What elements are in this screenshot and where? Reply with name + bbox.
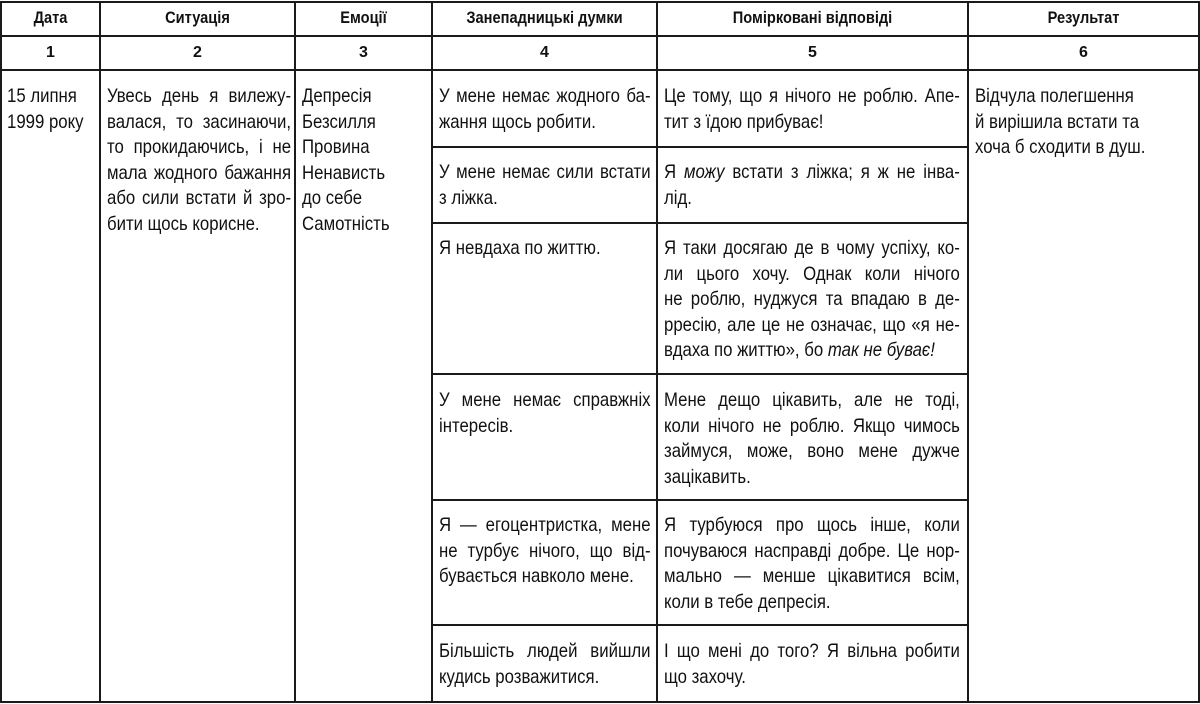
response-cell: [664, 84, 960, 135]
text-line: І що мені до того? Я вільна робити: [664, 640, 960, 662]
text-line: У мене немає справжніх: [439, 389, 651, 411]
text-line: жання щось робити.: [439, 110, 596, 133]
row-divider: [432, 373, 968, 375]
date-cell: 15 липня 1999 року: [7, 85, 84, 133]
column-number-4: 4: [540, 44, 549, 61]
text-line: коли в тебе депресія.: [664, 590, 831, 613]
header-date: Дата: [33, 8, 68, 27]
thought-cell: [439, 639, 651, 690]
column-number-2: 2: [193, 44, 202, 61]
text-line: тит з їдою прибуває!: [664, 110, 824, 133]
response-cell: [664, 639, 960, 690]
text-line: вдаха по життю», бо так не буває!: [664, 339, 935, 362]
text-line: що захочу.: [664, 665, 746, 688]
column-border: [294, 1, 296, 703]
thought-cell: [439, 513, 651, 590]
column-number-3: 3: [359, 44, 368, 61]
text-line: зацікавить.: [664, 465, 751, 488]
situation-cell: [107, 84, 291, 238]
text-line: інтересів.: [439, 414, 514, 437]
text-line: Мене дещо цікавить, але не тоді,: [664, 389, 960, 411]
text-line: то прокидаючись, і не: [107, 136, 292, 159]
thought-cell: [439, 160, 651, 211]
row-divider: [432, 222, 968, 224]
column-border: [431, 1, 433, 703]
text-line: Я невдаха по життю.: [439, 237, 601, 259]
column-number-6: 6: [1079, 44, 1088, 61]
column-number-1: 1: [46, 44, 55, 61]
column-border: [967, 1, 969, 703]
text-line: кудись розважитися.: [439, 665, 600, 688]
response-cell: [664, 388, 960, 490]
header-result: Результат: [1047, 8, 1120, 27]
text-line: Це тому, що я нічого не роблю. Апе-: [664, 85, 960, 107]
text-line: лід.: [664, 186, 692, 209]
text-line: мально — менше цікавитися всім,: [664, 565, 960, 588]
result-cell: Відчула полегшення й вирішила встати та хоча б сходити в душ.: [975, 85, 1146, 159]
row-divider: [432, 624, 968, 626]
text-line: pресію, але це не означає, що «я не-: [664, 313, 960, 336]
text-line: У мене немає жодного ба-: [439, 85, 651, 107]
column-border: [0, 1, 2, 703]
response-cell: [664, 160, 960, 211]
text-line: або сили встати й зро-: [107, 187, 292, 210]
row-divider: [432, 146, 968, 148]
text-line: Я можу встати з ліжка; я ж не інва-: [664, 161, 960, 183]
text-line: ли цього хочу. Однак коли нічого: [664, 262, 960, 285]
response-cell: [664, 236, 960, 364]
thought-cell: [439, 388, 651, 439]
text-line: бувається навколо мене.: [439, 565, 634, 588]
thought-cell: [439, 236, 651, 262]
text-line: мала жодного бажання: [107, 161, 292, 184]
text-line: коли нічого не роблю. Якщо чимось: [664, 414, 960, 437]
text-line: з ліжка.: [439, 186, 498, 209]
text-line: Я таки досягаю де в чому успіху, ко-: [664, 237, 960, 259]
text-line: Я — егоцентристка, мене: [439, 514, 651, 536]
header-negative-thoughts: Занепадницькі думки: [466, 8, 623, 27]
text-line: валася, то засинаючи,: [107, 110, 292, 133]
text-line: не турбує нічого, що від-: [439, 539, 651, 562]
text-line: Я турбуюся про щось інше, коли: [664, 514, 960, 536]
header-rational-responses: Помірковані відповіді: [732, 8, 893, 27]
column-border: [99, 1, 101, 703]
column-border: [656, 1, 658, 703]
text-line: Увесь день я вилежу-: [107, 85, 292, 107]
table-bottom-border: [0, 701, 1200, 703]
text-line: не роблю, нуджуся та впадаю в де-: [664, 288, 960, 311]
text-line: займуся, може, воно мене дужче: [664, 440, 960, 463]
column-number-5: 5: [808, 44, 817, 61]
emotions-cell: Депресія Безсилля Провина Ненависть до себе Самотність: [302, 85, 390, 235]
text-line: бити щось корисне.: [107, 212, 260, 235]
header-emotions: Емоції: [340, 8, 387, 27]
row-divider: [432, 499, 968, 501]
header-situation: Ситуація: [165, 8, 230, 27]
text-line: Більшість людей вийшли: [439, 640, 651, 662]
thought-cell: [439, 84, 651, 135]
text-line: У мене немає сили встати: [439, 161, 651, 183]
response-cell: [664, 513, 960, 615]
text-line: почуваюся насправді добре. Це нор-: [664, 539, 960, 562]
